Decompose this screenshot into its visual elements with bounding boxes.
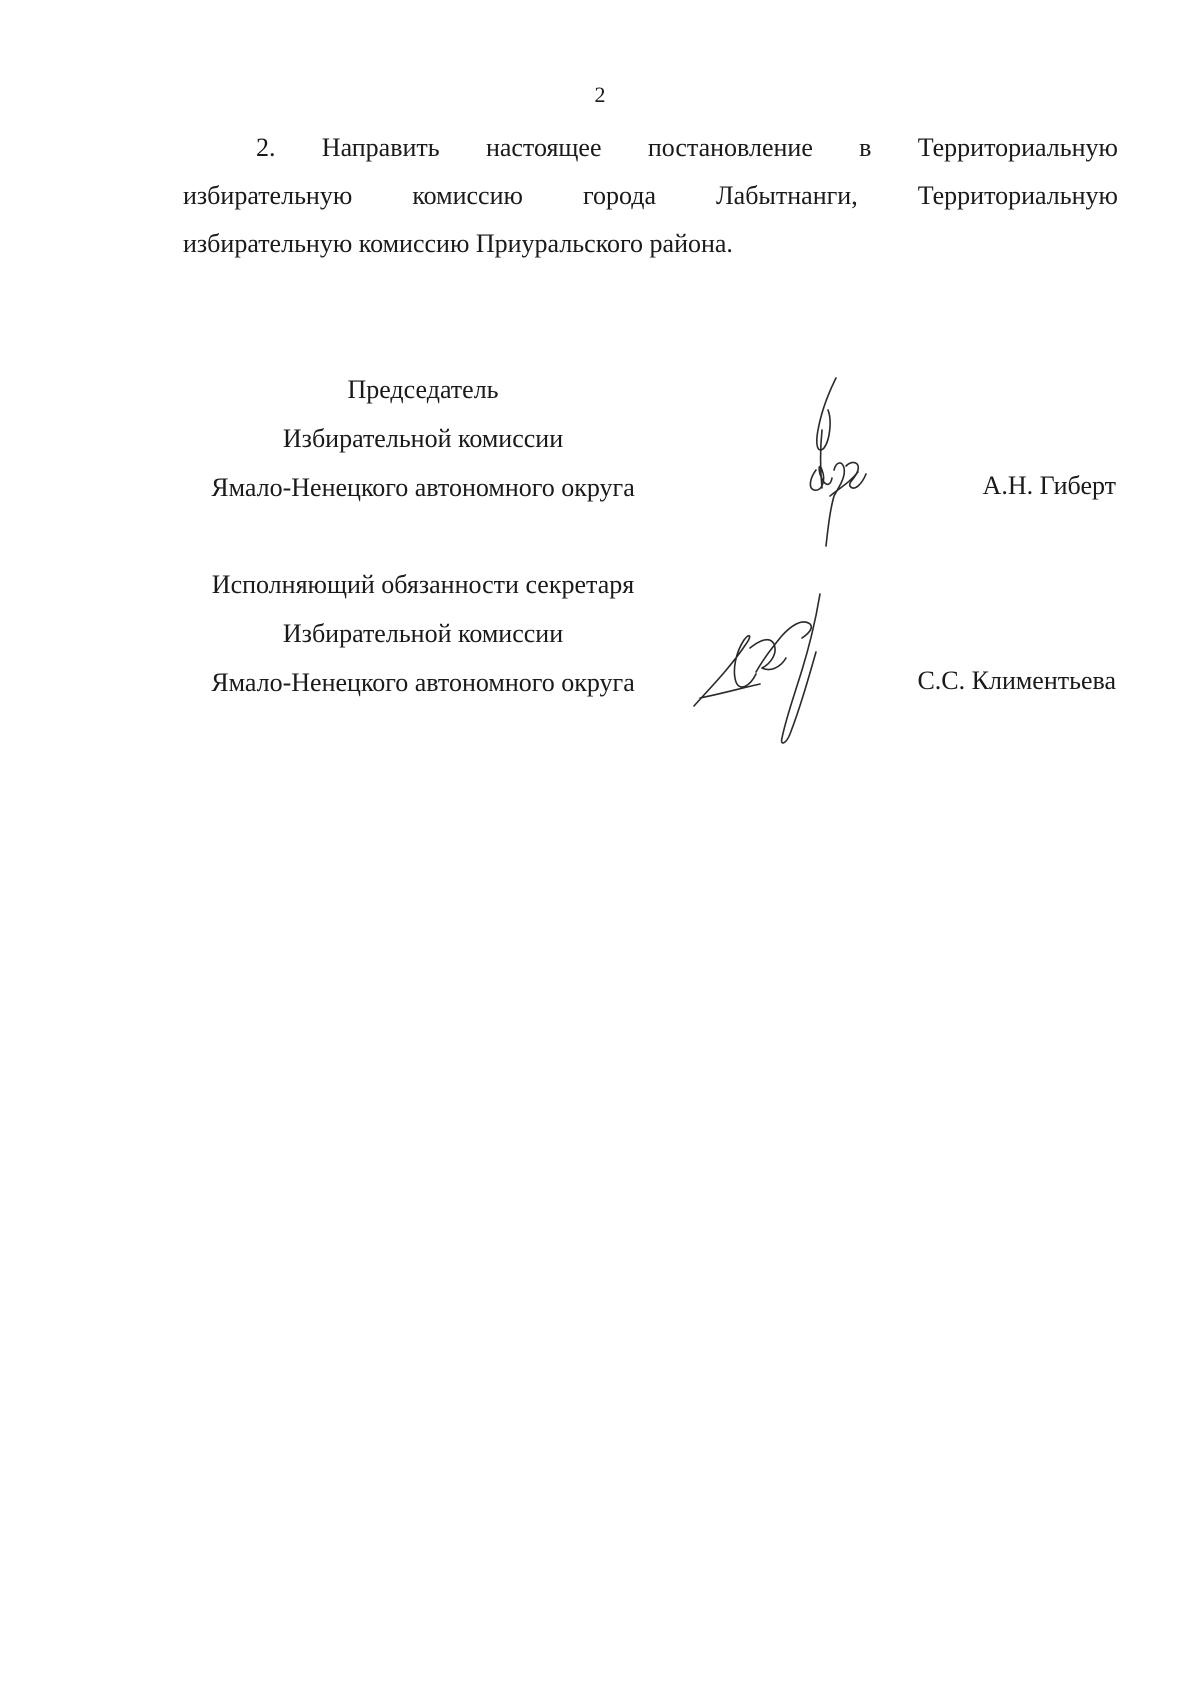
paragraph-word: Направить xyxy=(321,133,440,162)
secretary-name: С.С. Климентьева xyxy=(917,666,1116,695)
paragraph-word: постановление xyxy=(647,133,813,162)
secretary-title xyxy=(183,560,663,707)
secretary-signature xyxy=(690,588,890,748)
chairman-title-line: Избирательной комиссии xyxy=(282,424,564,453)
secretary-title-line: Ямало-Ненецкого автономного округа xyxy=(211,668,635,697)
chairman-title xyxy=(183,365,663,512)
paragraph-word: Территориальную xyxy=(917,181,1118,210)
paragraph-word: в xyxy=(859,133,872,162)
paragraph-word: настоящее xyxy=(485,133,602,162)
page-number: 2 xyxy=(594,82,606,107)
paragraph-word: города xyxy=(582,181,656,210)
paragraph-word: Территориальную xyxy=(917,133,1118,162)
paragraph-line xyxy=(183,220,1118,268)
secretary-title-line: Исполняющий обязанности секретаря xyxy=(211,570,635,599)
paragraph-word: Лабытнанги, xyxy=(716,181,858,210)
paragraph-line xyxy=(183,124,1118,172)
secretary-title-line: Избирательной комиссии xyxy=(282,619,564,648)
resolution-paragraph-2 xyxy=(183,124,1118,268)
paragraph-word: избирательную комиссию Приуральского района. xyxy=(183,229,733,258)
chairman-title-line: Председатель xyxy=(347,375,499,404)
chairman-name: А.Н. Гиберт xyxy=(982,471,1116,500)
chairman-title-line: Ямало-Ненецкого автономного округа xyxy=(211,473,635,502)
paragraph-word: 2. xyxy=(256,133,276,162)
paragraph-line xyxy=(183,172,1118,220)
chairman-signature xyxy=(800,370,920,570)
paragraph-word: комиссию xyxy=(412,181,523,210)
paragraph-word: избирательную xyxy=(183,181,353,210)
